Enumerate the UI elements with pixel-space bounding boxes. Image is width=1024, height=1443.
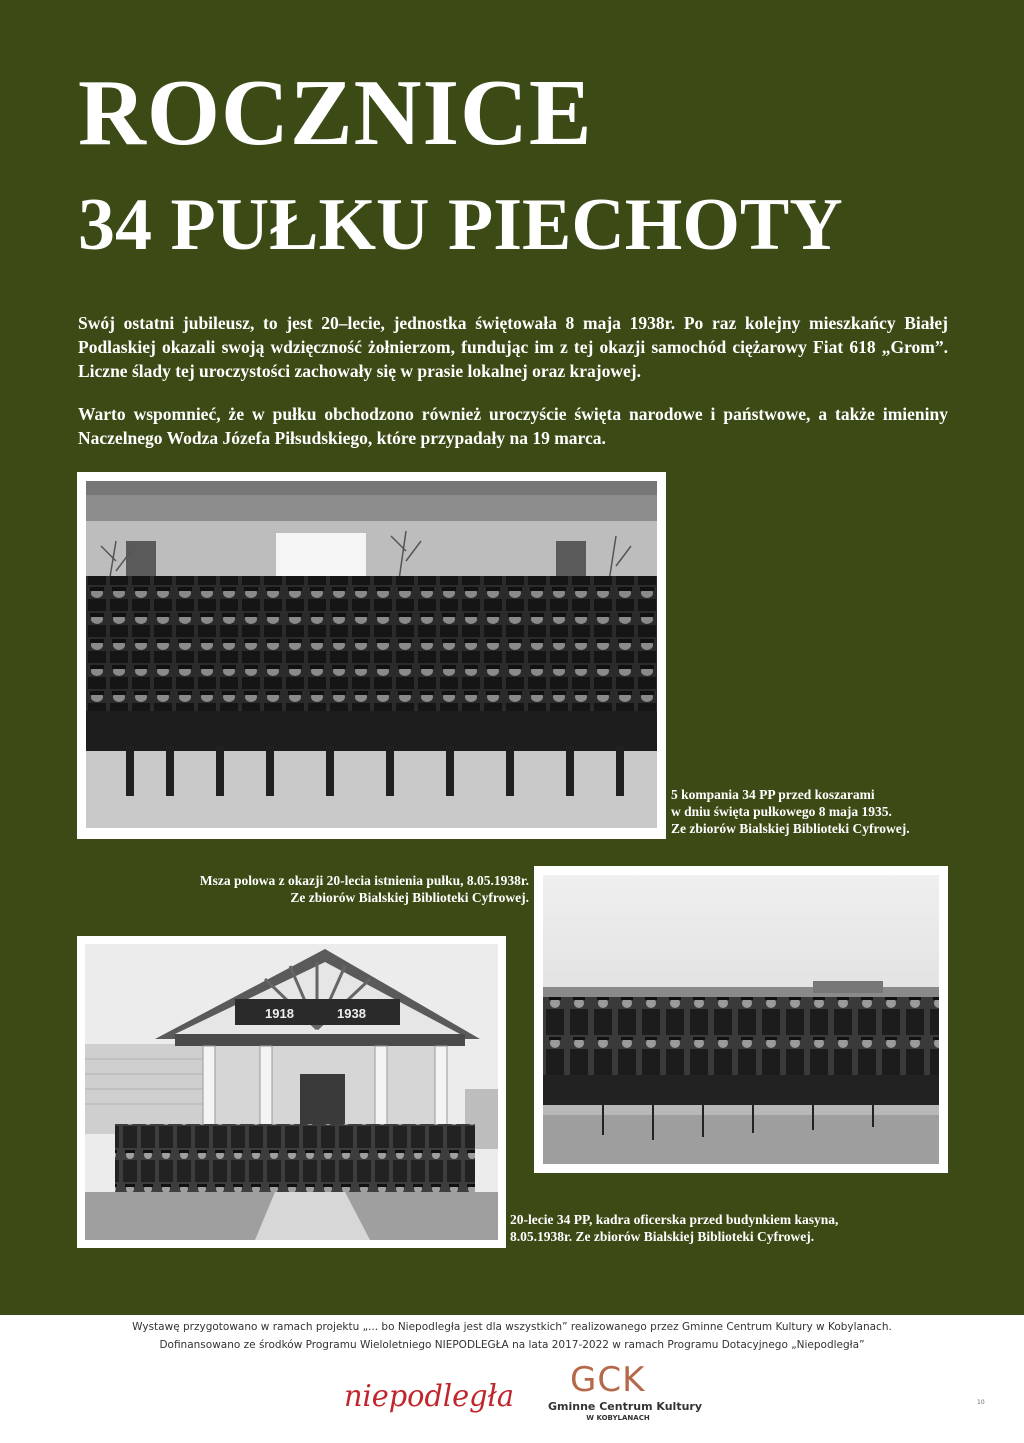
caption-mass-line-2: Ze zbiorów Bialskiej Biblioteki Cyfrowej. [290, 890, 529, 905]
photo-officers [77, 936, 506, 1248]
footer-line-2: Dofinansowano ze środków Programu Wieloletniego NIEPODLEGŁA na lata 2017-2022 w ramach Programu Dotacyjnego „Niepodległa” [159, 1339, 865, 1351]
photo-company [77, 472, 666, 839]
photo-mass [534, 866, 948, 1173]
paragraph-1: Swój ostatni jubileusz, to jest 20–lecie, jednostka świętowała 8 maja 1938r. Po raz kolejny mieszkańcy Białej Podlaskiej okazali swoją wdzięczność żołnierzom, fundując im z tej okazji samochód ciężarowy Fiat 618 „Grom”. Liczne ślady tej uroczystości zachowały się w prasie lokalnej oraz krajowej. [78, 313, 948, 381]
caption-company-line-1: 5 kompania 34 PP przed koszarami [671, 787, 875, 802]
gck-logo [548, 1360, 702, 1430]
gck-logo-sub: W KOBYLANACH [586, 1414, 650, 1422]
caption-officers-line-2: 8.05.1938r. Ze zbiorów Bialskiej Biblioteki Cyfrowej. [510, 1229, 815, 1244]
gck-logo-name: Gminne Centrum Kultury [548, 1400, 702, 1413]
caption-company-line-3: Ze zbiorów Bialskiej Biblioteki Cyfrowej. [671, 821, 910, 836]
sign-year-left: 1918 [265, 1006, 294, 1021]
caption-mass [200, 872, 529, 906]
caption-company [671, 786, 910, 837]
photo-officers-image [85, 944, 498, 1240]
caption-officers [510, 1211, 838, 1245]
gck-logo-letters: GCK [570, 1360, 646, 1400]
footer-line-1: Wystawę przygotowano w ramach projektu „... bo Niepodległa jest dla wszystkich” realizowanego przez Gminne Centrum Kultury w Kobylanach. [132, 1321, 892, 1333]
photo-company-image [86, 481, 657, 828]
caption-company-line-2: w dniu święta pułkowego 8 maja 1935. [671, 804, 892, 819]
niepodlegla-logo-text: niepodległa [344, 1379, 514, 1414]
photo-mass-image [543, 875, 939, 1164]
page-number: 10 [977, 1399, 985, 1406]
title-line-2: 34 PUŁKU PIECHOTY [78, 184, 843, 266]
title-line-1: ROCZNICE [78, 61, 593, 165]
caption-officers-line-1: 20-lecie 34 PP, kadra oficerska przed budynkiem kasyna, [510, 1212, 839, 1227]
paragraph-2: Warto wspomnieć, że w pułku obchodzono również uroczyście święta narodowe i państwowe, a także imieniny Naczelnego Wodza Józefa Piłsudskiego, które przypadały na 19 marca. [78, 404, 948, 448]
niepodlegla-logo [340, 1370, 520, 1420]
sign-year-right: 1938 [337, 1006, 366, 1021]
caption-mass-line-1: Msza polowa z okazji 20-lecia istnienia pułku, 8.05.1938r. [199, 873, 529, 888]
